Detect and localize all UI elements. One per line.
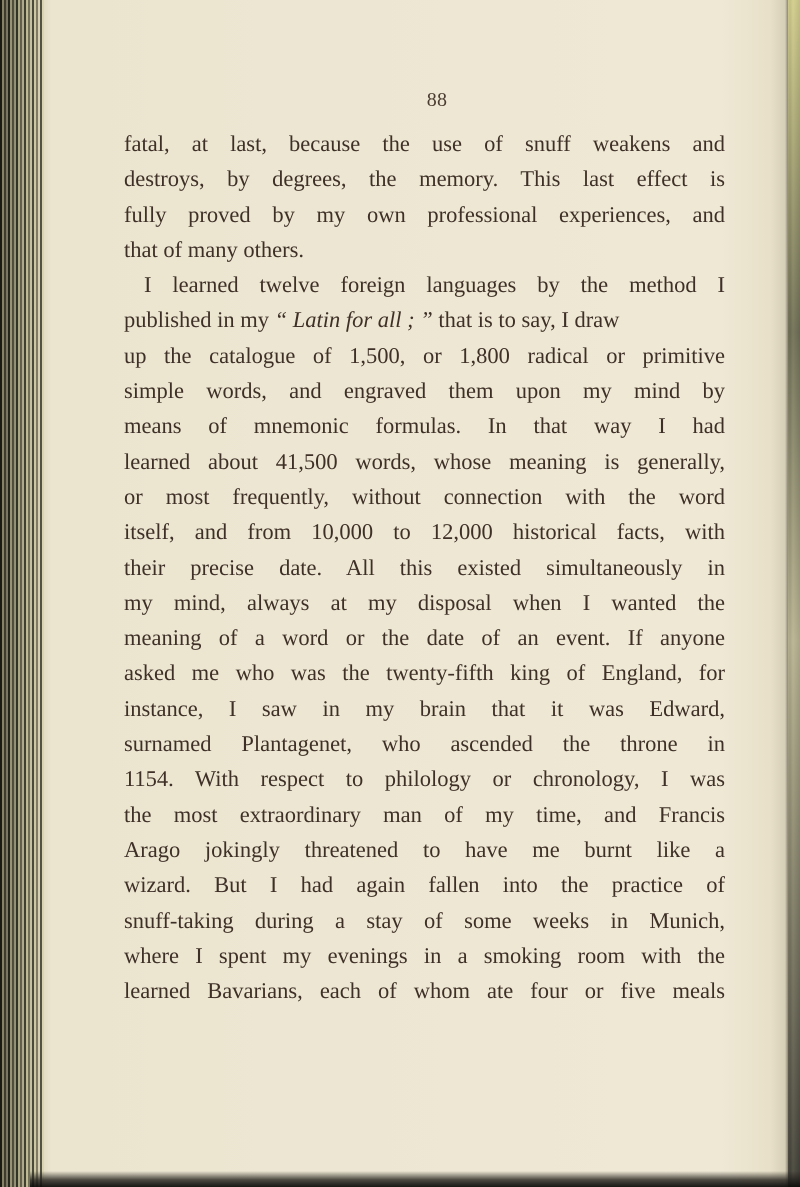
page-number: 88 [426, 89, 448, 111]
text-line: their precise date. All this existed simultaneously in [124, 554, 725, 580]
text-line: surnamed Plantagenet, who ascended the throne in [124, 731, 725, 757]
text-line: learned about 41,500 words, whose meaning is generally, [124, 448, 725, 474]
text-line: fatal, at last, because the use of snuff weakens and [124, 131, 725, 156]
text-line: asked me who was the twenty-fifth king of England, for [124, 660, 725, 686]
text-line: I learned twelve foreign languages by the method I [144, 272, 725, 298]
text-line: itself, and from 10,000 to 12,000 historical facts, with [124, 519, 725, 545]
text-line: means of mnemonic formulas. In that way I had [124, 413, 725, 439]
text-line: that of many others. [124, 236, 304, 262]
text-line: where I spent my evenings in a smoking room with the [124, 942, 725, 968]
text-line: simple words, and engraved them upon my mind by [124, 378, 725, 404]
page-body-text [124, 126, 725, 1008]
text-line: Arago jokingly threatened to have me burnt like a [124, 836, 725, 862]
text-line: the most extraordinary man of my time, and Francis [124, 801, 725, 827]
text-line-end: that is to say, I draw [438, 307, 620, 333]
text-line: my mind, always at my disposal when I wanted the [124, 589, 725, 615]
text-line: or most frequently, without connection with the word [124, 483, 725, 509]
text-line: meaning of a word or the date of an event. If anyone [124, 625, 725, 651]
text-line: instance, I saw in my brain that it was Edward, [124, 695, 725, 721]
text-line: destroys, by degrees, the memory. This last effect is [124, 166, 725, 192]
text-line-start: published in my [124, 307, 269, 333]
text-line: snuff-taking during a stay of some weeks in Munich, [124, 907, 725, 933]
text-line: fully proved by my own professional experiences, and [124, 201, 725, 227]
text-line-with-title [124, 302, 725, 337]
book-title-italic: “ Latin for all ; ” [274, 307, 433, 333]
text-line: 1154. With respect to philology or chronology, I was [124, 766, 725, 792]
text-line: wizard. But I had again fallen into the practice of [124, 872, 725, 898]
text-line: up the catalogue of 1,500, or 1,800 radical or primitive [124, 342, 725, 368]
text-line: learned Bavarians, each of whom ate four or five meals [124, 978, 725, 1004]
